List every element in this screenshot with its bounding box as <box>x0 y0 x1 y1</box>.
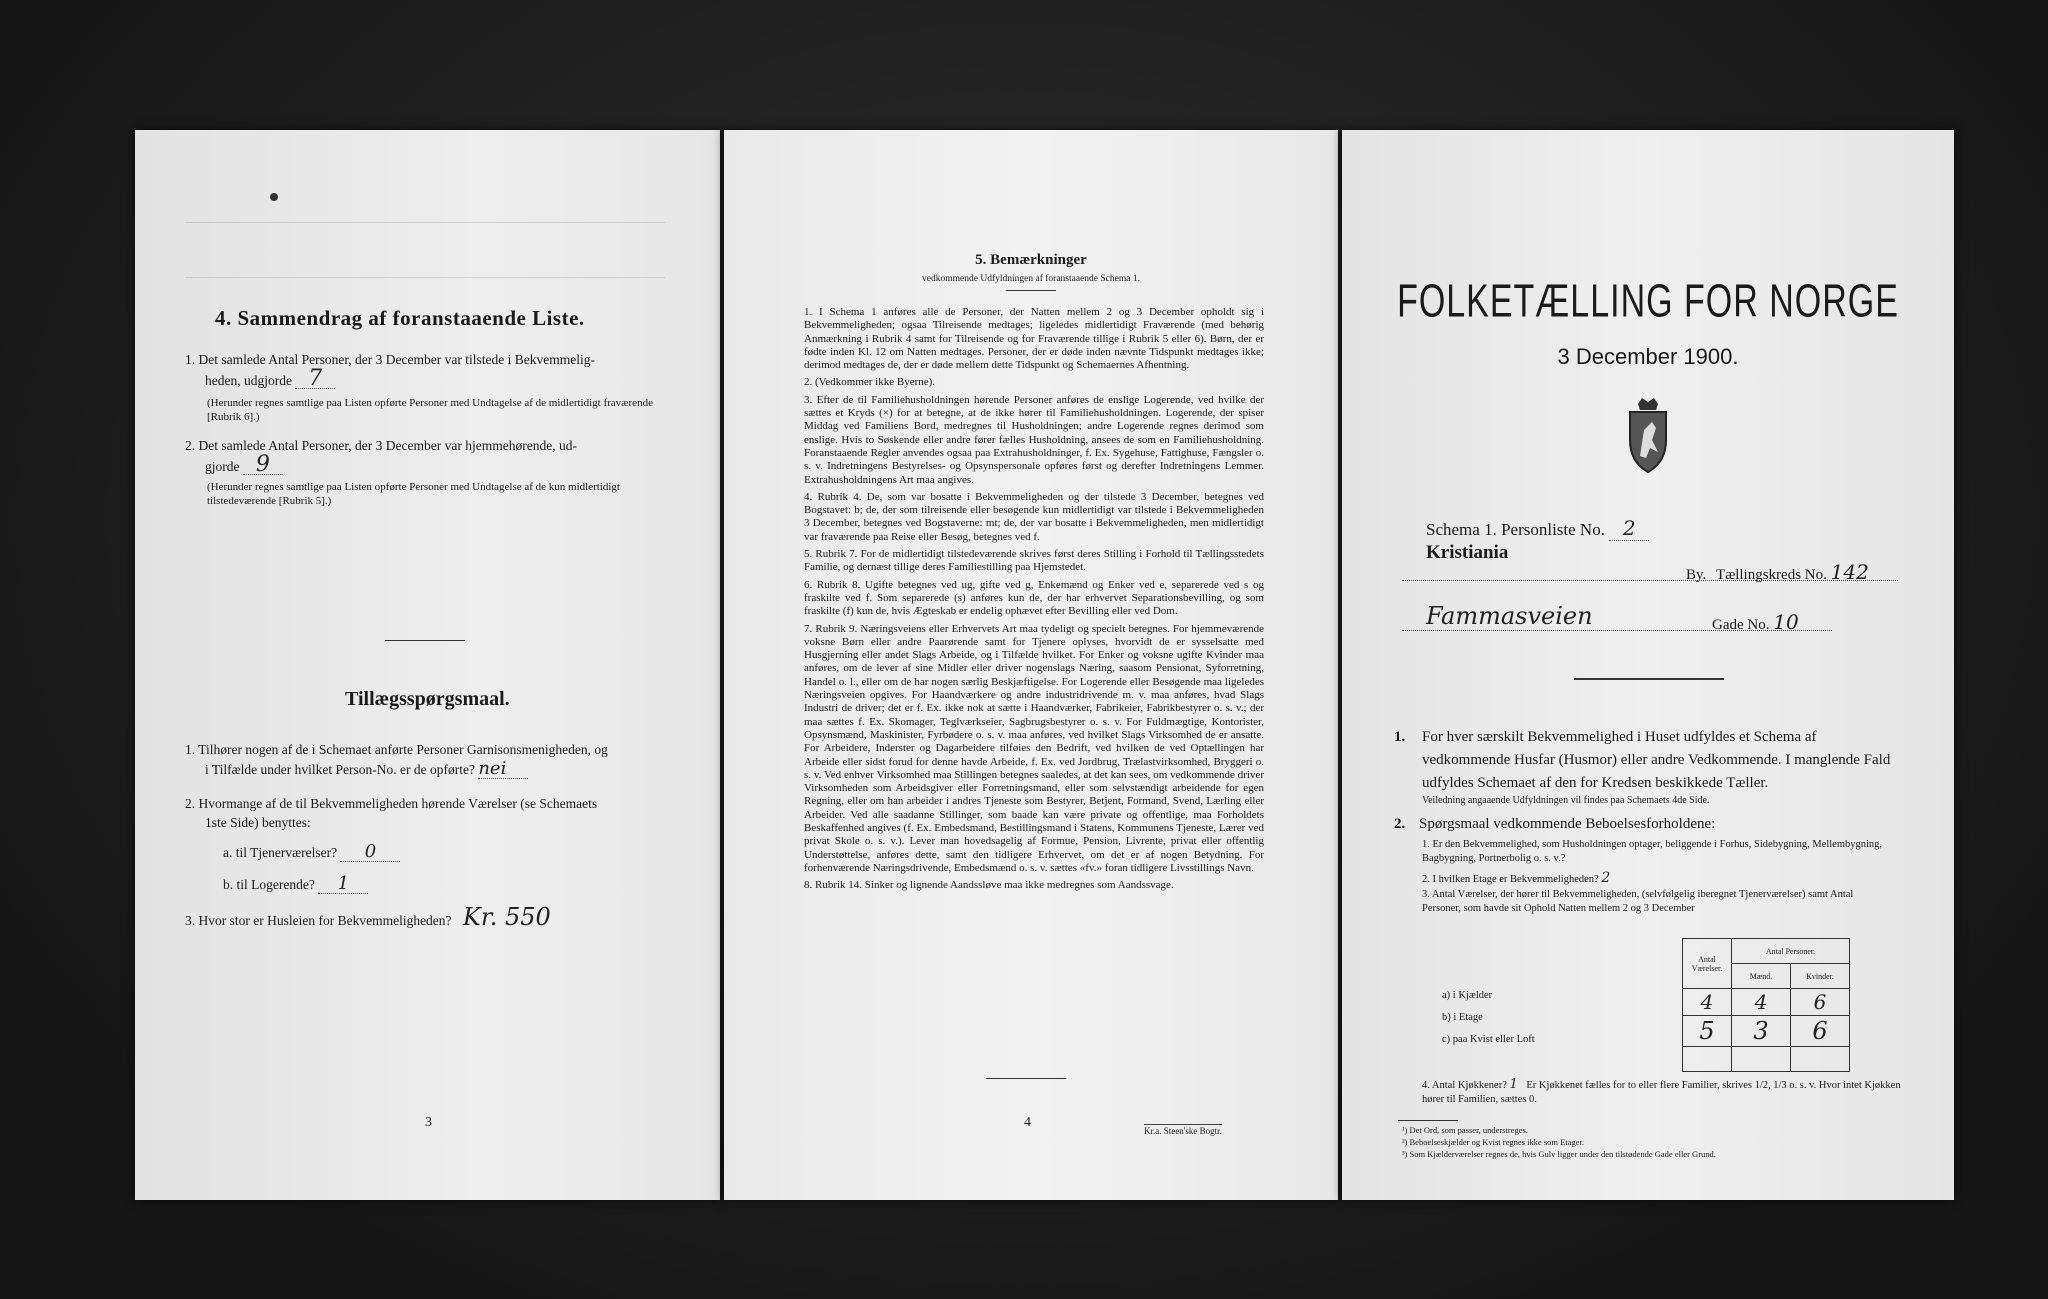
remark-item: 6. Rubrik 8. Ugifte betegnes ved ug, gifte ved g, Enkemænd og Enker ved e, separerede ved s og fraskilte ved f. Som separerede (s) anføres kun de, der har erhvervet Separationsbevilling, og som fraskilte (f) kun de, hvis Ægteskab er endelig ophævet efter Bevilling eller ved Dom. <box>804 578 1264 618</box>
remark-item: 5. Rubrik 7. For de midlertidigt tilstedeværende skrives først deres Stilling i Forhold til Tællingsstedets Familie, og dernæst tillige deres Familiestilling paa Hjemstedet. <box>804 548 1264 574</box>
section5-subtitle: vedkommende Udfyldningen af foranstaaende Schema 1. <box>922 274 1140 284</box>
dwelling-q4 <box>1422 1078 1902 1107</box>
norwegian-lion-crest-icon <box>1624 396 1672 476</box>
remark-item: 4. Rubrik 4. De, som var bosatte i Bekvemmeligheden og der tilstede 3 December, betegnes ved Bogstavet: b; de, der som tilreisende eller besøgende kun midlertidigt var tilstede i Bekvemmeligheden 3 December, betegnes ved Bogstaverne: mt; de, der var bosatte i Bekvemmeligheden, men midlertidigt var fraværende paa Reise eller Besøg, betegnes ved f. <box>804 490 1264 543</box>
gade-line <box>1712 610 1799 634</box>
street-name: Fammasveien <box>1426 602 1593 630</box>
supplement-q1 <box>185 740 675 779</box>
gade-label: Gade No. <box>1712 617 1770 633</box>
table-row <box>1683 1047 1850 1072</box>
dwelling-q2 <box>1422 870 1610 886</box>
footnote: ¹) Det Ord, som passer, understreges. <box>1402 1125 1528 1135</box>
header-women: Kvinder. <box>1791 964 1850 989</box>
s1-text: Tilhører nogen af de i Schemaet anførte Personer Garnisonsmenigheden, og <box>198 742 608 757</box>
s3-number: 3. <box>185 913 196 928</box>
header-men: Mænd. <box>1732 964 1791 989</box>
q2-text: Det samlede Antal Personer, der 3 December var hjemmehørende, ud- <box>198 438 577 453</box>
schema-line <box>1426 516 1649 541</box>
remark-item: 3. Efter de til Familiehusholdningen hørende Personer anføres de enslige Logerende, ved hvilke der sættes et Kryds (×) for at betegne, at de ikke hører til Familiehusholdningen. Logerende, der spiser Middag ved Familiens Bord, medregnes til Husholdningen; andre Logerende regnes derimod som enslige. Hvis to Søskende eller andre fører fælles Husholdning, ansees de som en Familiehusholdning. Foranstaaende Regler anvendes ogsaa paa Extrahusholdninger, f. Ex. Sygehuse, Fattighuse, Fængsler o. s. v. Indretningens Bestyrelses- og Opsynspersonale opføres først og derefter Indretningens Lemmer. Extrahusholdningens Art maa angives. <box>804 393 1264 486</box>
divider <box>385 640 465 641</box>
printer-imprint: Kr.a. Steen'ske Bogtr. <box>1144 1126 1222 1136</box>
kreds-line <box>1686 560 1869 584</box>
cell: 6 <box>1791 1016 1850 1047</box>
q2-number: 2. <box>185 438 196 453</box>
dwelling-q1: 1. Er den Bekvemmelighed, som Husholdningen optager, beliggende i Forhus, Sidebygning, Mellembygning, Bagbygning, Portnerbolig o. s. v.? <box>1422 839 1883 864</box>
cell <box>1683 1047 1732 1072</box>
persons-table <box>1682 938 1850 1072</box>
middle-page <box>724 130 1338 1200</box>
census-title: FOLKETÆLLING FOR NORGE <box>1397 276 1899 328</box>
schema-number: 2 <box>1609 516 1649 541</box>
by-label: By. <box>1686 567 1707 583</box>
q2-note: (Herunder regnes samtlige paa Listen opførte Personer med Undtagelse af de kun midlertidigt tilstedeværende [Rubrik 5].) <box>207 481 620 507</box>
kreds-number: 142 <box>1830 560 1869 584</box>
s2-text: Hvormange af de til Bekvemmeligheden hørende Værelser (se Schemaets <box>198 796 598 811</box>
page-number: 4 <box>1024 1115 1031 1130</box>
cell: 4 <box>1732 989 1791 1016</box>
cell: 6 <box>1791 989 1850 1016</box>
footnote-rule <box>1398 1120 1458 1121</box>
cell: 4 <box>1683 989 1732 1016</box>
instruction-2 <box>1394 816 1715 833</box>
right-page <box>1342 130 1954 1200</box>
show-through-table <box>135 202 720 282</box>
left-page <box>135 130 720 1200</box>
kreds-label: Tællingskreds No. <box>1716 567 1827 583</box>
footnotes <box>1402 1124 1716 1160</box>
cell <box>1791 1047 1850 1072</box>
q2-text: 2. I hvilken Etage er Bekvemmeligheden? <box>1422 874 1599 885</box>
s1-answer: nei <box>478 759 528 779</box>
s3-text: Hvor stor er Husleien for Bekvemmeligheden? <box>198 913 452 928</box>
s2b-label: b. til Logerende? <box>223 877 315 892</box>
remarks-list <box>804 306 1264 896</box>
q1-number: 1. <box>185 352 196 367</box>
remark-item: 8. Rubrik 14. Sinker og lignende Aandssløve maa ikke medregnes som Aandssvage. <box>804 879 1174 892</box>
schema-label: Schema 1. Personliste No. <box>1426 520 1605 539</box>
divider <box>986 1078 1066 1079</box>
s2b-row <box>223 874 368 894</box>
supplement-q3 <box>185 903 685 931</box>
q4-text: 4. Antal Kjøkkener? <box>1422 1080 1507 1091</box>
city-name: Kristiania <box>1426 542 1509 563</box>
remark-item: 1. I Schema 1 anføres alle de Personer, der Natten mellem 2 og 3 December opholdt sig i Bekvemmeligheden; ogsaa Tilreisende medtages; ligeledes midlertidigt Fraværende (med behørig Anmærkning i Rubrik 4 samt for Tilreisende og for Fraværende tillige i Rubrik 5 eller 6). Børn, der er fødte inden Kl. 12 om Natten medtages. Personer, der er døde inden nævnte Tidspunkt medtages ikke; derimod medtages de, der er døde mellem dette Tidspunkt og Schemaernes Afhentning. <box>804 306 1264 372</box>
header-rooms: Antal Værelser. <box>1683 939 1732 989</box>
q1-answer: 7 <box>295 369 335 389</box>
dwelling-q3: 3. Antal Værelser, der hører til Bekvemmeligheden, (selvfølgelig iberegnet Tjenerværelser) samt Antal Personer, som havde sit Ophold Natten mellem 2 og 3 December <box>1422 889 1854 914</box>
table-row <box>1683 989 1850 1016</box>
q4-answer: 1 <box>1509 1077 1518 1092</box>
q1-text-cont: heden, udgjorde <box>205 373 292 388</box>
page-number: 3 <box>425 1115 432 1130</box>
instr1-note: Veiledning angaaende Udfyldningen vil findes paa Schemaets 4de Side. <box>1422 795 1710 806</box>
cell <box>1732 1047 1791 1072</box>
row-c-label: c) paa Kvist eller Loft <box>1442 1034 1535 1045</box>
instr1-number: 1. <box>1394 729 1406 745</box>
s1-number: 1. <box>185 742 196 757</box>
s2-number: 2. <box>185 796 196 811</box>
punch-dot <box>270 193 278 201</box>
summary-q2 <box>185 436 665 476</box>
s2a-row <box>223 842 400 862</box>
supplement-title: Tillægsspørgsmaal. <box>345 688 510 710</box>
footnote: ²) Beboelseskjælder og Kvist regnes ikke som Etager. <box>1402 1137 1584 1147</box>
divider <box>1006 290 1056 291</box>
s2a-label: a. til Tjenerværelser? <box>223 845 338 860</box>
instruction-1 <box>1394 726 1908 795</box>
row-b-label: b) i Etage <box>1442 1012 1483 1023</box>
s1-text-cont: i Tilfælde under hvilket Person-No. er de opførte? <box>205 762 475 777</box>
s2b-answer: 1 <box>318 874 368 894</box>
q1-text: Det samlede Antal Personer, der 3 December var tilstede i Bekvemmelig- <box>198 352 595 367</box>
supplement-q2 <box>185 794 675 832</box>
instr1-text: For hver særskilt Bekvemmelighed i Huset udfyldes et Schema af vedkommende Husfar (Husmor) eller andre Vedkommende. I manglende Fald udfyldes Schemaet af den for Kredsen beskikkede Tæller. <box>1422 729 1891 791</box>
census-date: 3 December 1900. <box>1557 344 1739 369</box>
cell: 5 <box>1683 1016 1732 1047</box>
s3-answer: Kr. 550 <box>462 903 551 931</box>
divider <box>1574 678 1724 680</box>
q4-rest: Er Kjøkkenet fælles for to eller flere Familier, skrives 1/2, 1/3 o. s. v. Hvor intet Kjøkken hører til Familien, sættes 0. <box>1422 1080 1901 1105</box>
summary-q1 <box>185 350 665 390</box>
s2a-answer: 0 <box>340 842 400 862</box>
s2-text-cont: 1ste Side) benyttes: <box>205 815 311 830</box>
q2-answer: 2 <box>1601 870 1611 886</box>
instr2-number: 2. <box>1394 816 1406 832</box>
section5-title: 5. Bemærkninger <box>975 252 1087 268</box>
header-persons: Antal Personer. <box>1732 939 1850 964</box>
instr2-text: Spørgsmaal vedkommende Beboelsesforholdene: <box>1419 816 1716 832</box>
q2-text-cont: gjorde <box>205 459 240 474</box>
q1-note: (Herunder regnes samtlige paa Listen opførte Personer med Undtagelse af de midlertidigt fraværende [Rubrik 6].) <box>207 397 653 423</box>
cell: 3 <box>1732 1016 1791 1047</box>
footnote: ³) Som Kjælderværelser regnes de, hvis Gulv ligger under den tilstødende Gade eller Grund. <box>1402 1149 1716 1159</box>
row-a-label: a) i Kjælder <box>1442 990 1493 1001</box>
q2-answer: 9 <box>243 455 283 475</box>
section4-title: 4. Sammendrag af foranstaaende Liste. <box>215 306 585 330</box>
remark-item: 2. (Vedkommer ikke Byerne). <box>804 376 936 389</box>
gade-number: 10 <box>1773 610 1799 634</box>
remark-item: 7. Rubrik 9. Næringsveiens eller Erhvervets Art maa tydeligt og specielt betegnes. For hjemmeværende voksne Børn eller andre Paarørende samt for Tjenere oplyses, hvorvidt de er sysselsatte med Husgjerning eller andet Slags Arbeide, og i Tilfælde hvilket. For Enker og voksne ugifte Kvinder maa anføres, om de lever af sine Midler eller driver nogenslags Næring, saasom Pensionat, Syforretning, Handel o. l., eller om de har nogen særlig Beskjæftigelse. For Logerende eller Besøgende maa ligeledes Næringsveien opgives. For Haandværkere og andre industridrivende m. v. maa anføres, hvad Slags Industri de driver; det er f. Ex. ikke nok at sætte i Haandværker, Fabrikeier, Fabrikbestyrer o. s. v.; der maa sættes f. Ex. Skomager, Teglværkseier, Sagbrugsbestyrer o. s. v. For Fuldmægtige, Kontorister, Opsynsmænd, Maskinister, Fyrbødere o. s. v. maa anføres, ved hvilket Slags Virksomhed de er ansatte. For Arbeidere, Inderster og Dagarbeidere tilføies den Bedrift, ved hvilken de ved Optællingen har Arbeide eller sidst forud for denne havde Arbeide, f. Ex. ved Jordbrug, Trælastvirksomhed, Bryggeri o. s. v. Ved enhver Virksomhed maa Stillingen betegnes saaledes, at det kan sees, om vedkommende driver Virksomheden som Arbeidsgiver eller Forretningsmand, eller som selvstændigt arbeidende for egen Regning, eller om han arbeider i andres Tjeneste som Bestyrer, Betjent, Formand, Svend, Lærling eller Arbeider. Ved alle saadanne Stillinger, som baade kan være private og offentlige, maa Forholdets Beskaffenhed angives (f. Ex. Embedsmand, Bestillingsmand i Statens, Kommunens Tjeneste, Lærer ved privat Skole o. s. v.). Lever man hovedsagelig af Formue, Pension, Livrente, privat eller offentlig Understøttelse, anføres dette, samt den tidligere Erhvervet, om det er af nogen Betydning. For forhenværende Næringsdrivende, Embedsmænd o. s. v. sættes «fv.» foran tidligere Livsstillings Navn. <box>804 622 1264 874</box>
table-row <box>1683 1016 1850 1047</box>
